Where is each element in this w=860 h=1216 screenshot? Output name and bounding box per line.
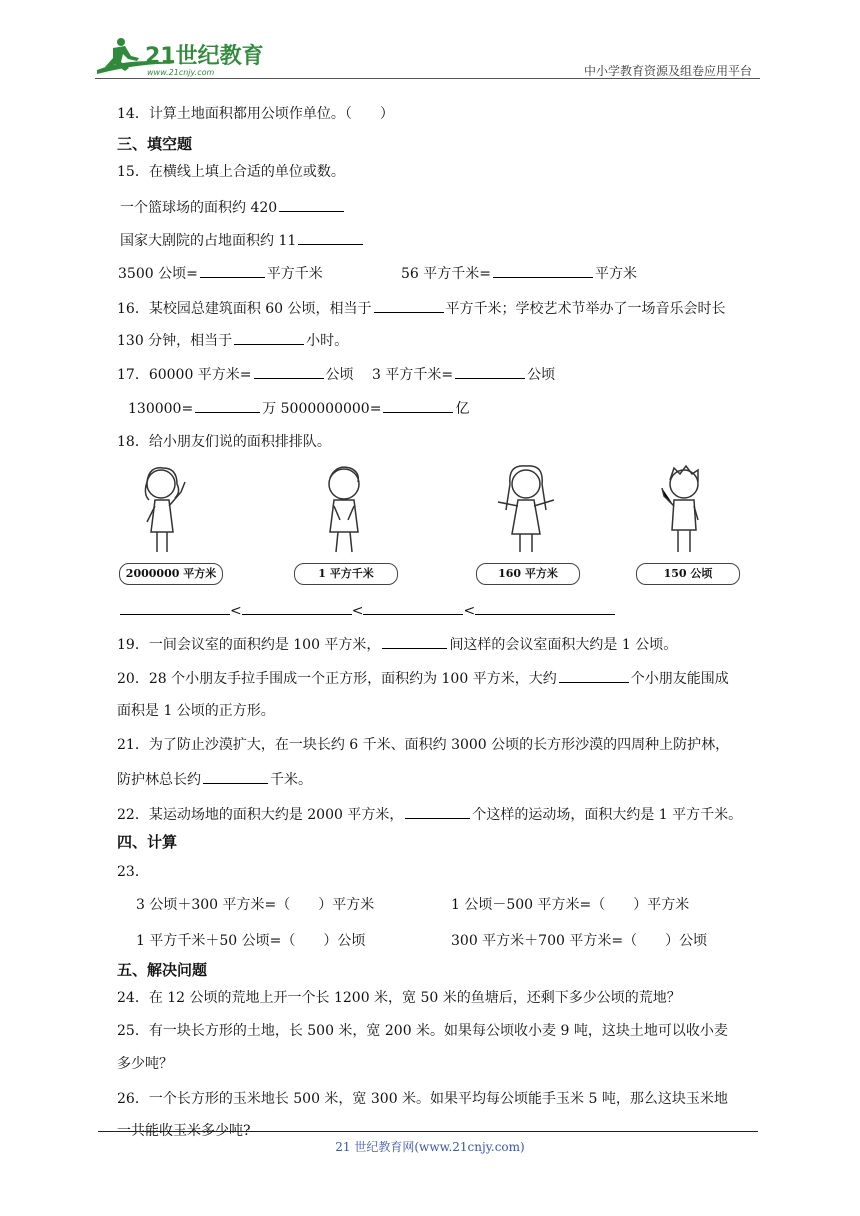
footer-text: 21 世纪教育网(www.21cnjy.com) bbox=[335, 1140, 525, 1154]
section-heading-problems: 五、解决问题 bbox=[117, 961, 208, 979]
less-than-sign: < bbox=[351, 603, 364, 619]
page-header bbox=[95, 34, 760, 78]
question-19 bbox=[117, 634, 677, 655]
answer-blank[interactable] bbox=[493, 263, 593, 278]
q15-d-unit: 平方米 bbox=[595, 266, 637, 282]
q19-text-2: 间这样的会议室面积大约是 1 公顷。 bbox=[449, 637, 678, 653]
kid-illustration-2 bbox=[290, 462, 402, 587]
question-23-number: 23． bbox=[117, 864, 149, 880]
q19-text-1: 19．一间会议室的面积约是 100 平方米， bbox=[117, 637, 381, 653]
question-20-line1 bbox=[117, 668, 729, 689]
q17-text-5: 130000= bbox=[128, 401, 194, 417]
kid-label: 160 平方米 bbox=[476, 563, 580, 585]
answer-blank[interactable] bbox=[383, 398, 453, 413]
q17-text-2: 公顷 bbox=[325, 367, 354, 383]
question-14: 14．计算土地面积都用公顷作单位。（ ） bbox=[117, 106, 394, 122]
q15-a-text: 一个篮球场的面积约 420 bbox=[120, 200, 278, 216]
kid-illustration-1 bbox=[115, 462, 227, 587]
header-divider bbox=[95, 78, 760, 79]
q20-text-1: 20．28 个小朋友手拉手围成一个正方形，面积约为 100 平方米，大约 bbox=[117, 671, 557, 687]
q21-text-2: 防护林总长约 bbox=[117, 772, 201, 788]
kid-label: 1 平方千米 bbox=[294, 563, 398, 585]
platform-name: 中小学教育资源及组卷应用平台 bbox=[583, 64, 752, 78]
question-21-line1: 21．为了防止沙漠扩大，在一块长约 6 千米、面积约 3000 公顷的长方形沙漠的四周种上防护林， bbox=[117, 737, 730, 753]
q17-text-6: 万 5000000000= bbox=[262, 401, 382, 417]
less-than-sign: < bbox=[463, 603, 476, 619]
question-21-line2 bbox=[117, 769, 312, 790]
question-16-line1 bbox=[117, 298, 726, 319]
answer-blank[interactable] bbox=[200, 263, 265, 278]
question-23-d: 300 平方米＋700 平方米=（ ）公顷 bbox=[451, 933, 708, 949]
q15-c-unit: 平方千米 bbox=[266, 266, 323, 282]
less-than-sign: < bbox=[230, 603, 242, 619]
section-heading-fill: 三、填空题 bbox=[117, 135, 193, 153]
answer-blank[interactable] bbox=[475, 600, 615, 615]
question-17-line1b bbox=[372, 364, 555, 385]
question-23-a: 3 公顷＋300 平方米=（ ）平方米 bbox=[136, 897, 375, 913]
question-16-line2 bbox=[117, 330, 348, 351]
svg-text:21世纪教育: 21世纪教育 bbox=[145, 44, 264, 69]
site-logo bbox=[95, 34, 265, 78]
boy-icon bbox=[290, 462, 402, 562]
question-22 bbox=[117, 804, 742, 825]
q17-text-3: 3 平方千米= bbox=[372, 367, 454, 383]
answer-blank[interactable] bbox=[242, 600, 352, 615]
q17-text-4: 公顷 bbox=[527, 367, 556, 383]
answer-blank[interactable] bbox=[382, 634, 447, 649]
answer-blank[interactable] bbox=[203, 769, 268, 784]
answer-blank[interactable] bbox=[363, 600, 463, 615]
kid-illustration-3 bbox=[472, 462, 584, 587]
question-18-stem: 18．给小朋友们说的面积排排队。 bbox=[117, 434, 331, 450]
q16-text-2: 平方千米；学校艺术节举办了一场音乐会时长 bbox=[445, 301, 726, 317]
svg-text:www.21cnjy.com: www.21cnjy.com bbox=[147, 68, 215, 77]
question-26-line1: 26．一个长方形的玉米地长 500 米，宽 300 米。如果平均每公顷能手玉米 5 吨，那么这块玉米地 bbox=[117, 1091, 728, 1107]
q15-d-text: 56 平方千米= bbox=[401, 266, 491, 282]
question-23-b: 1 公顷－500 平方米=（ ）平方米 bbox=[451, 897, 690, 913]
q20-text-2: 个小朋友能围成 bbox=[630, 671, 729, 687]
answer-blank[interactable] bbox=[195, 398, 260, 413]
section-heading-calc: 四、计算 bbox=[117, 833, 178, 851]
question-15-a bbox=[120, 197, 346, 218]
q22-text-2: 个这样的运动场，面积大约是 1 平方千米。 bbox=[472, 807, 743, 823]
question-17-line2 bbox=[128, 398, 469, 419]
question-17-line1 bbox=[117, 364, 354, 385]
answer-blank[interactable] bbox=[254, 364, 324, 379]
question-24: 24．在 12 公顷的荒地上开一个长 1200 米，宽 50 米的鱼塘后，还剩下多少公顷的荒地？ bbox=[117, 990, 681, 1006]
answer-blank[interactable] bbox=[405, 804, 470, 819]
answer-blank[interactable] bbox=[455, 364, 525, 379]
answer-blank[interactable] bbox=[374, 298, 444, 313]
question-25-line2: 多少吨？ bbox=[117, 1056, 173, 1072]
q22-text-1: 22．某运动场地的面积大约是 2000 平方米， bbox=[117, 807, 404, 823]
kid-label: 150 公顷 bbox=[636, 563, 740, 585]
answer-blank[interactable] bbox=[559, 668, 629, 683]
question-15-d bbox=[401, 263, 637, 284]
q16-text-1: 16．某校园总建筑面积 60 公顷，相当于 bbox=[117, 301, 372, 317]
q15-b-text: 国家大剧院的占地面积约 11 bbox=[120, 233, 297, 249]
q17-text-7: 亿 bbox=[455, 401, 470, 417]
answer-blank[interactable] bbox=[279, 197, 344, 212]
q17-text-1: 17．60000 平方米= bbox=[117, 367, 252, 383]
question-25-line1: 25．有一块长方形的土地，长 500 米，宽 200 米。如果每公顷收小麦 9 吨，这块土地可以收小麦 bbox=[117, 1023, 728, 1039]
girl-icon bbox=[472, 462, 584, 562]
footer-divider bbox=[98, 1131, 758, 1132]
question-15-stem: 15．在横线上填上合适的单位或数。 bbox=[117, 164, 345, 180]
girl-icon bbox=[115, 462, 227, 562]
question-15-b bbox=[120, 230, 365, 251]
question-15-c bbox=[118, 263, 323, 284]
question-23-c: 1 平方千米＋50 公顷=（ ）公顷 bbox=[136, 933, 366, 949]
q16-text-3: 130 分钟，相当于 bbox=[117, 333, 233, 349]
answer-blank[interactable] bbox=[120, 600, 230, 615]
q15-c-text: 3500 公顷= bbox=[118, 266, 198, 282]
answer-blank[interactable] bbox=[234, 330, 304, 345]
boy-icon bbox=[632, 462, 744, 562]
kid-illustration-4 bbox=[632, 462, 744, 587]
question-26-line2: 一共能收玉米多少吨? bbox=[117, 1123, 251, 1139]
q21-text-3: 千米。 bbox=[270, 772, 312, 788]
q16-text-4: 小时。 bbox=[306, 333, 349, 349]
kid-label: 2000000 平方米 bbox=[119, 563, 223, 585]
answer-blank[interactable] bbox=[298, 230, 363, 245]
ordering-line bbox=[120, 600, 615, 619]
question-20-line2: 面积是 1 公顷的正方形。 bbox=[117, 703, 275, 719]
